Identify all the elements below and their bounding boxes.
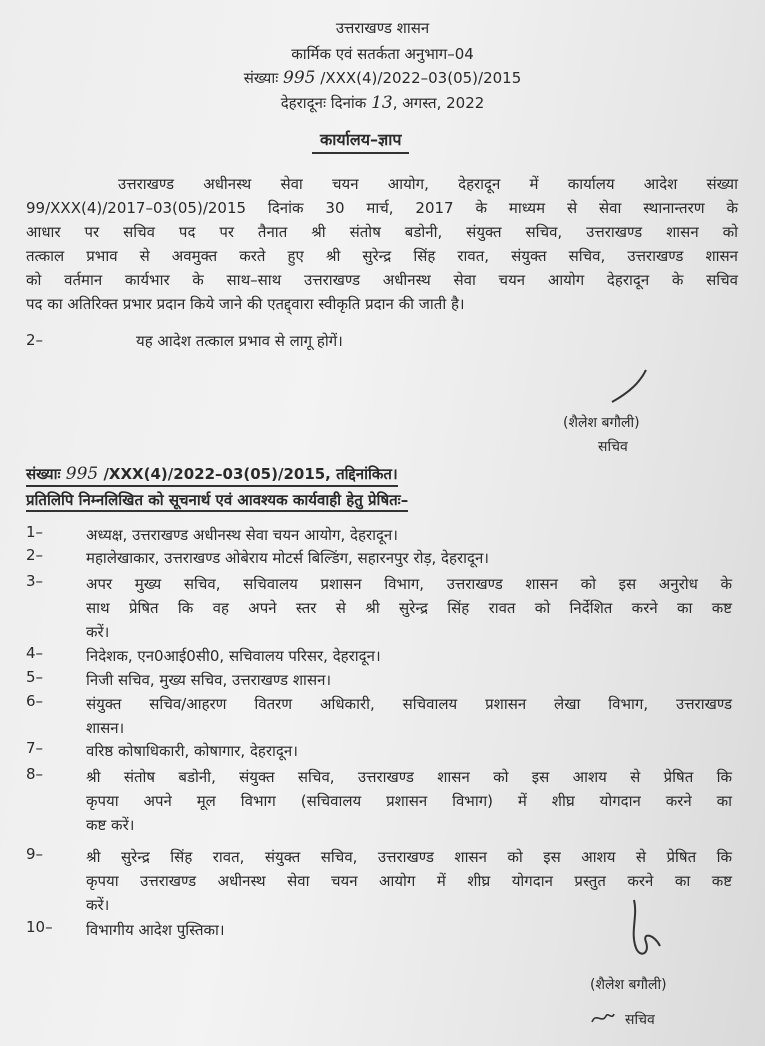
recipient-line: करें। (86, 623, 110, 641)
number-label: संख्याः (243, 69, 279, 87)
place-date-line (0, 93, 765, 113)
signatory-name-1: (शैलेश बगौली) (563, 415, 640, 431)
recipient-entry (86, 668, 732, 692)
government-heading: उत्तराखण्ड शासन (335, 19, 430, 37)
recipient-number: 2– (26, 546, 44, 564)
date-rest: , अगस्त, 2022 (392, 94, 485, 112)
recipient-line: साथ प्रेषित कि वह अपने स्तर से श्री सुरेन्द्र सिंह रावत को निर्देशित करने का कष्ट (86, 599, 732, 617)
recipient-entry (86, 765, 732, 837)
signature-mark-2 (620, 896, 680, 976)
signature-mark-1 (600, 368, 660, 408)
recipient-line: विभागीय आदेश पुस्तिका। (86, 921, 225, 939)
recipient-line: कृपया अपने मूल विभाग (सचिवालय प्रशासन विभाग) में शीघ्र योगदान करने का (86, 792, 732, 810)
paragraph-line: उत्तराखण्ड अधीनस्थ सेवा चयन आयोग, देहरादून में कार्यालय आदेश संख्या (118, 175, 738, 193)
signatory-name-2: (शैलेश बगौली) (590, 977, 667, 993)
recipient-line: निदेशक, एन0आई0सी0, सचिवालय परिसर, देहरादून। (86, 647, 381, 665)
paragraph-line: आधार पर सचिव पद पर तैनात श्री संतोष बडोनी, संयुक्त सचिव, उत्तराखण्ड शासन को (26, 223, 738, 241)
recipient-number: 3– (26, 572, 44, 590)
number-reference: /XXX(4)/2022–03(05)/2015 (320, 69, 522, 87)
recipient-line: श्री संतोष बडोनी, संयुक्त सचिव, उत्तराखण्ड शासन को इस आशय से प्रेषित कि (86, 768, 732, 786)
recipient-line: शासन। (86, 719, 125, 737)
copy-heading: प्रतिलिपि निम्नलिखित को सूचनार्थ एवं आवश्यक कार्यवाही हेतु प्रेषितः– (26, 491, 408, 512)
recipient-number: 8– (26, 765, 44, 783)
recipient-number: 5– (26, 668, 44, 686)
recipient-line: कृपया उत्तराखण्ड अधीनस्थ सेवा चयन आयोग में शीघ्र योगदान प्रस्तुत करने का कष्ट (86, 872, 732, 890)
signatory-designation-1: सचिव (598, 439, 628, 455)
recipient-line: कष्ट करें। (86, 816, 135, 834)
order-number-line (0, 68, 765, 88)
handwritten-number: 995 (283, 68, 316, 88)
recipient-line: अपर मुख्य सचिव, सचिवालय प्रशासन विभाग, उत्तराखण्ड शासन को इस अनुरोध के (86, 575, 732, 593)
initial-mark (590, 1010, 616, 1028)
paragraph-line: 99/XXX(4)/2017–03(05)/2015 दिनांक 30 मार्च, 2017 के माध्यम से सेवा स्थानान्तरण के (26, 199, 738, 217)
copy-heading-wrap (26, 490, 408, 510)
recipient-entry (86, 572, 732, 644)
recipient-number: 10– (26, 918, 53, 936)
recipient-line: महालेखाकार, उत्तराखण्ड ओबेराय मोटर्स बिल्डिंग, सहारनपुर रोड़, देहरादून। (86, 549, 489, 567)
recipient-line: वरिष्ठ कोषाधिकारी, कोषागार, देहरादून। (86, 742, 298, 760)
recipient-entry (86, 546, 732, 570)
recipient-entry (86, 523, 732, 547)
recipient-line: श्री सुरेन्द्र सिंह रावत, संयुक्त सचिव, उत्तराखण्ड शासन को इस आशय से प्रेषित कि (86, 848, 732, 866)
department-heading: कार्मिक एवं सतर्कता अनुभाग–04 (291, 45, 474, 63)
copy-number-reference: /XXX(4)/2022–03(05)/2015, तद्दिनांकित। (103, 465, 398, 483)
copy-handwritten-number: 995 (65, 464, 99, 484)
handwritten-date-day: 13 (371, 93, 393, 113)
recipient-number: 6– (26, 692, 44, 710)
recipient-entry (86, 692, 732, 740)
recipient-line: करें। (86, 896, 110, 914)
recipient-line: अध्यक्ष, उत्तराखण्ड अधीनस्थ सेवा चयन आयोग, देहरादून। (86, 526, 398, 544)
office-memo-title: कार्यालय–ज्ञाप (312, 128, 409, 154)
recipient-number: 1– (26, 523, 44, 541)
para-2-text: यह आदेश तत्काल प्रभाव से लागू होगें। (136, 332, 343, 350)
recipient-entry (86, 739, 732, 763)
paragraph-line: को वर्तमान कार्यभार के साथ–साथ उत्तराखण्ड अधीनस्थ सेवा चयन आयोग देहरादून के सचिव (26, 271, 738, 289)
recipient-line: संयुक्त सचिव/आहरण वितरण अधिकारी, सचिवालय प्रशासन लेखा विभाग, उत्तराखण्ड (86, 695, 732, 713)
copy-number-line (26, 464, 398, 487)
paragraph-line: पद का अतिरिक्त प्रभार प्रदान किये जाने की एतद्द्वारा स्वीकृति प्रदान की जाती है। (26, 295, 465, 313)
recipient-number: 9– (26, 845, 44, 863)
signatory-designation-2: सचिव (625, 1012, 655, 1028)
place-label: देहरादूनः दिनांक (280, 94, 367, 112)
recipient-number: 4– (26, 644, 44, 662)
recipient-line: निजी सचिव, मुख्य सचिव, उत्तराखण्ड शासन। (86, 671, 332, 689)
recipient-entry (86, 644, 732, 668)
copy-number-label: संख्याः (26, 465, 61, 483)
para-2-number: 2– (26, 331, 44, 349)
memo-paragraph-1 (26, 172, 738, 316)
recipient-number: 7– (26, 739, 44, 757)
paragraph-line: तत्काल प्रभाव से अवमुक्त करते हुए श्री सुरेन्द्र सिंह रावत, संयुक्त सचिव, उत्तराखण्ड शासन (26, 247, 738, 265)
